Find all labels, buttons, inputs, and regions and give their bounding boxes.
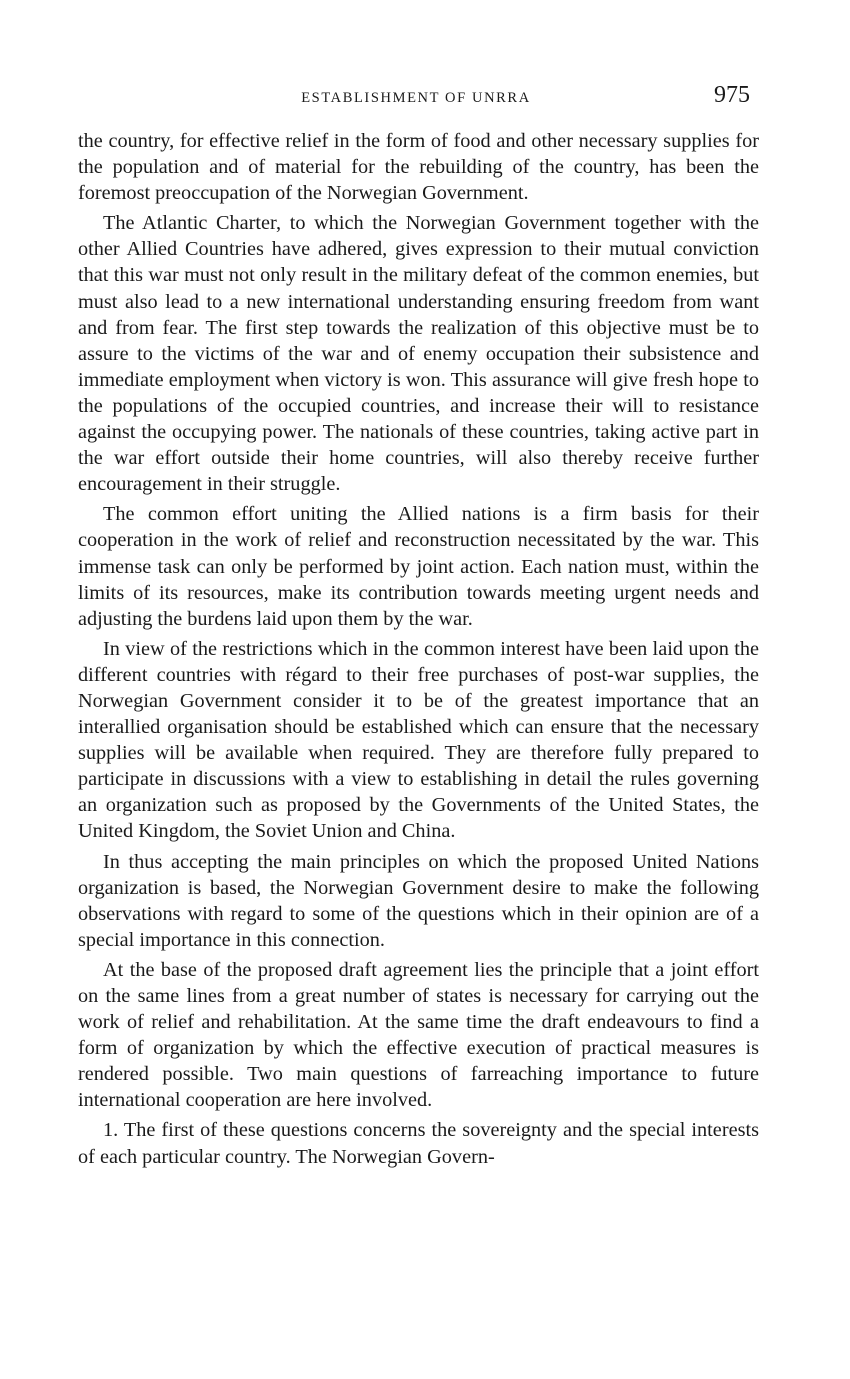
paragraph-common-effort: The common effort uniting the Allied nations is a firm basis for their cooperation in the work of relief and reconstruction necessitated by the war. This immense task can only be performed by joint action. Each nation must, within the limits of its resources, make its contribution towards meeting urgent needs and adjusting the burdens laid upon them by the war.	[78, 503, 759, 630]
page-header	[78, 82, 754, 112]
paragraph-draft-agreement: At the base of the proposed draft agreement lies the principle that a joint effort on the same lines from a great number of states is necessary for carrying out the work of relief and rehabilitation. At the same time the draft endeavours to find a form of organization by which the effective execution of practical measures is rendered possible. Two main questions of farreaching importance to future international cooperation are here involved.	[78, 958, 759, 1112]
page-number: 975	[714, 82, 750, 108]
running-head: ESTABLISHMENT OF UNRRA	[301, 90, 531, 106]
paragraph-continuation: the country, for effective relief in the form of food and other necessary supplies for the population and of material for the rebuilding of the country, has been the foremost preoccupation of the Norwegian Government.	[78, 130, 759, 205]
body-text	[78, 128, 759, 1174]
paragraph-accepting-principles: In thus accepting the main principles on which the proposed United Nations organization is based, the Norwegian Government desire to make the following observations with regard to some of the questions which in their opinion are of a special importance in this connection.	[78, 850, 759, 951]
paragraph-sovereignty: 1. The first of these questions concerns the sovereignty and the special interests of each particular country. The Norwegian Govern-	[78, 1119, 759, 1168]
paragraph-restrictions: In view of the restrictions which in the common interest have been laid upon the different countries with régard to their free purchases of post-war supplies, the Norwegian Government consider it to be of the greatest importance that an interallied organisation should be established which can ensure that the necessary supplies will be available when required. They are therefore fully prepared to participate in discussions with a view to establishing in detail the rules governing an organization such as proposed by the Governments of the United States, the United Kingdom, the Soviet Union and China.	[78, 637, 759, 843]
paragraph-atlantic-charter: The Atlantic Charter, to which the Norwegian Government together with the other Allied Countries have adhered, gives expression to their mutual conviction that this war must not only result in the military defeat of the common enemies, but must also lead to a new international understanding ensuring freedom from want and from fear. The first step towards the realization of this objective must be to assure to the victims of the war and of enemy occupation their subsistence and immediate employment when victory is won. This assurance will give fresh hope to the populations of the occupied countries, and increase their will to resistance against the occupying power. The nationals of these countries, taking active part in the war effort outside their home countries, will also thereby receive further encouragement in their struggle.	[78, 212, 759, 496]
